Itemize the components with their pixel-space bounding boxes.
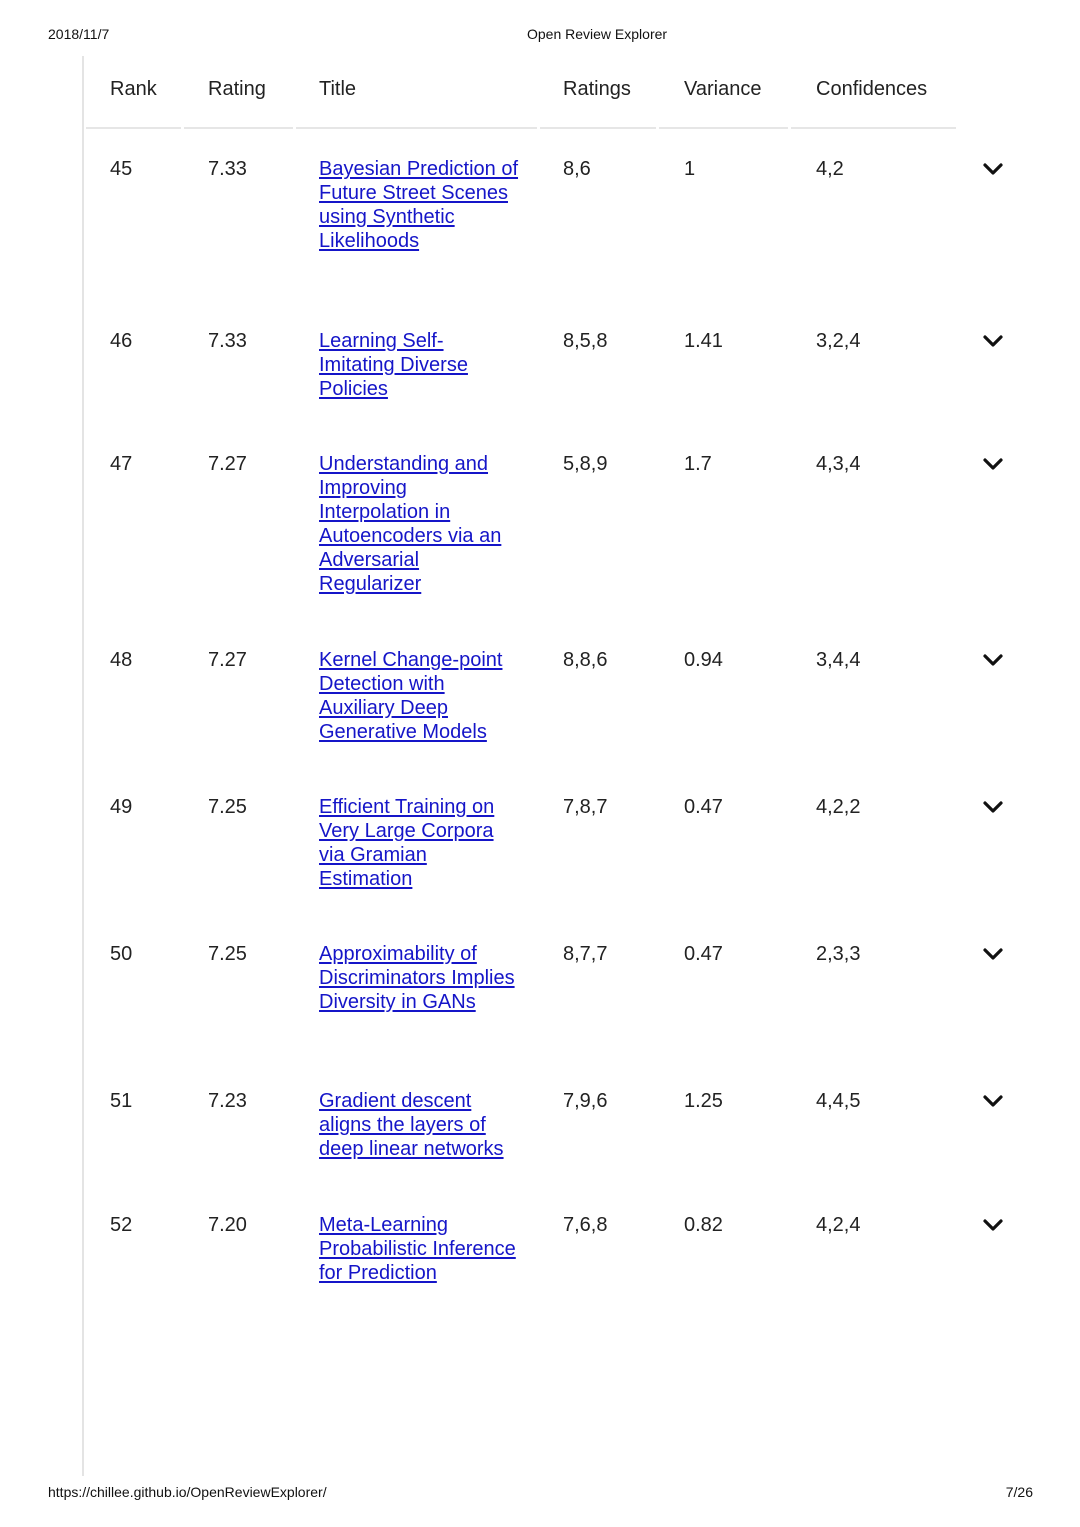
title-cell <box>319 452 519 596</box>
expand-row-button[interactable] <box>981 650 1005 670</box>
ratings-cell: 8,7,7 <box>563 943 608 965</box>
rating-cell: 7.25 <box>208 796 247 818</box>
ratings-cell: 7,9,6 <box>563 1090 608 1112</box>
paper-title-link[interactable]: Learning Self-Imitating Diverse Policies <box>319 330 468 400</box>
rating-cell: 7.27 <box>208 649 247 671</box>
title-cell <box>319 648 519 744</box>
print-page-number: 7/26 <box>1005 1484 1033 1500</box>
rating-cell: 7.27 <box>208 453 247 475</box>
variance-cell: 0.47 <box>684 796 723 818</box>
rank-cell: 45 <box>110 158 133 180</box>
paper-title-link[interactable]: Approximability of Discriminators Implies Diversity in GANs <box>319 943 515 1013</box>
title-cell <box>319 795 519 891</box>
ratings-cell: 5,8,9 <box>563 453 608 475</box>
rank-cell: 46 <box>110 330 133 352</box>
header-ratings[interactable]: Ratings <box>563 78 631 100</box>
header-rank[interactable]: Rank <box>110 78 157 100</box>
expand-row-button[interactable] <box>981 1091 1005 1111</box>
rank-cell: 48 <box>110 649 133 671</box>
confidences-cell: 4,2,2 <box>816 796 861 818</box>
header-divider <box>86 127 956 129</box>
expand-row-button[interactable] <box>981 159 1005 179</box>
chevron-down-icon <box>981 797 1005 817</box>
expand-row-button[interactable] <box>981 331 1005 351</box>
title-cell <box>319 1213 519 1285</box>
rating-cell: 7.33 <box>208 330 247 352</box>
left-divider <box>82 56 84 1476</box>
paper-title-link[interactable]: Understanding and Improving Interpolation in Autoencoders via an Adversarial Regularizer <box>319 453 502 595</box>
confidences-cell: 4,3,4 <box>816 453 861 475</box>
paper-title-link[interactable]: Kernel Change-point Detection with Auxiliary Deep Generative Models <box>319 649 503 743</box>
expand-row-button[interactable] <box>981 1215 1005 1235</box>
rank-cell: 49 <box>110 796 133 818</box>
chevron-down-icon <box>981 454 1005 474</box>
rank-cell: 52 <box>110 1214 133 1236</box>
title-cell <box>319 157 519 253</box>
header-variance[interactable]: Variance <box>684 78 762 100</box>
header-title[interactable]: Title <box>319 78 357 100</box>
variance-cell: 0.82 <box>684 1214 723 1236</box>
print-date: 2018/11/7 <box>48 26 110 42</box>
confidences-cell: 4,2,4 <box>816 1214 861 1236</box>
rating-cell: 7.25 <box>208 943 247 965</box>
variance-cell: 1.7 <box>684 453 712 475</box>
confidences-cell: 3,4,4 <box>816 649 861 671</box>
variance-cell: 1.41 <box>684 330 723 352</box>
header-rating[interactable]: Rating <box>208 78 266 100</box>
print-page-title: Open Review Explorer <box>527 26 668 42</box>
chevron-down-icon <box>981 650 1005 670</box>
paper-title-link[interactable]: Bayesian Prediction of Future Street Scenes using Synthetic Likelihoods <box>319 158 519 252</box>
header-confidences[interactable]: Confidences <box>816 78 928 100</box>
ratings-cell: 8,8,6 <box>563 649 608 671</box>
variance-cell: 0.47 <box>684 943 723 965</box>
print-header <box>0 26 1080 46</box>
rank-cell: 51 <box>110 1090 133 1112</box>
expand-row-button[interactable] <box>981 944 1005 964</box>
ratings-cell: 8,5,8 <box>563 330 608 352</box>
variance-cell: 1 <box>684 158 696 180</box>
rank-cell: 50 <box>110 943 133 965</box>
variance-cell: 1.25 <box>684 1090 723 1112</box>
confidences-cell: 3,2,4 <box>816 330 861 352</box>
confidences-cell: 4,4,5 <box>816 1090 861 1112</box>
print-url: https://chillee.github.io/OpenReviewExplorer/ <box>48 1484 327 1500</box>
table-header <box>86 78 956 128</box>
confidences-cell: 4,2 <box>816 158 844 180</box>
chevron-down-icon <box>981 331 1005 351</box>
chevron-down-icon <box>981 944 1005 964</box>
chevron-down-icon <box>981 1215 1005 1235</box>
chevron-down-icon <box>981 1091 1005 1111</box>
chevron-down-icon <box>981 159 1005 179</box>
expand-row-button[interactable] <box>981 797 1005 817</box>
ratings-cell: 7,6,8 <box>563 1214 608 1236</box>
paper-title-link[interactable]: Gradient descent aligns the layers of deep linear networks <box>319 1090 504 1160</box>
rating-cell: 7.23 <box>208 1090 247 1112</box>
expand-row-button[interactable] <box>981 454 1005 474</box>
rating-cell: 7.20 <box>208 1214 247 1236</box>
title-cell <box>319 942 519 1014</box>
title-cell <box>319 1089 519 1161</box>
rank-cell: 47 <box>110 453 133 475</box>
ratings-cell: 8,6 <box>563 158 591 180</box>
ratings-cell: 7,8,7 <box>563 796 608 818</box>
title-cell <box>319 329 519 401</box>
variance-cell: 0.94 <box>684 649 723 671</box>
paper-title-link[interactable]: Efficient Training on Very Large Corpora via Gramian Estimation <box>319 796 495 890</box>
paper-title-link[interactable]: Meta-Learning Probabilistic Inference for Prediction <box>319 1214 516 1284</box>
rating-cell: 7.33 <box>208 158 247 180</box>
confidences-cell: 2,3,3 <box>816 943 861 965</box>
print-footer <box>0 1484 1080 1504</box>
